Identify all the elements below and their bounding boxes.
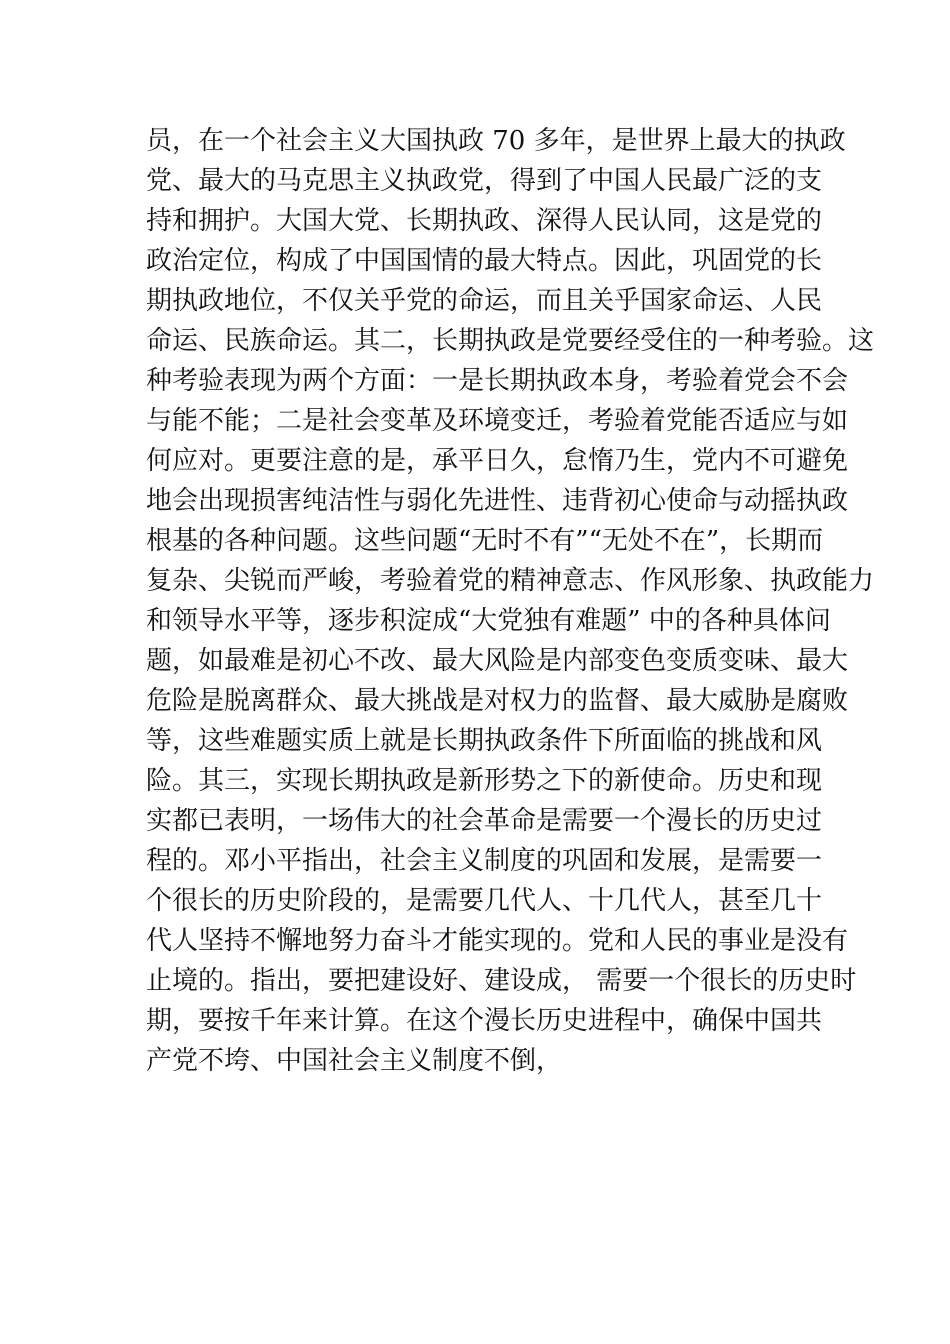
text-line: 止境的。指出，要把建设好、建设成， 需要一个很长的历史时 [146,966,857,996]
text-line: 持和拥护。大国大党、长期执政、深得人民认同，这是党的 [146,206,823,236]
text-line: 等，这些难题实质上就是长期执政条件下所面临的挑战和风 [146,726,823,756]
text-line: 地会出现损害纯洁性与弱化先进性、违背初心使命与动摇执政 [146,486,849,516]
text-line: 期执政地位，不仅关乎党的命运，而且关乎国家命运、人民 [146,286,823,316]
text-line: 程的。邓小平指出，社会主义制度的巩固和发展，是需要一 [146,846,823,876]
text-line: 实都已表明，一场伟大的社会革命是需要一个漫长的历史过 [146,806,823,836]
body-paragraph [146,121,875,1081]
text-line: 复杂、尖锐而严峻，考验着党的精神意志、作风形象、执政能力 [146,566,875,596]
text-line: 期，要按千年来计算。在这个漫长历史进程中，确保中国共 [146,1006,823,1036]
text-line: 员，在一个社会主义大国执政 70 多年，是世界上最大的执政 [146,126,846,156]
text-line: 种考验表现为两个方面：一是长期执政本身，考验着党会不会 [146,366,849,396]
text-line: 与能不能；二是社会变革及环境变迁，考验着党能否适应与如 [146,406,849,436]
text-line: 何应对。更要注意的是，承平日久，怠惰乃生，党内不可避免 [146,446,849,476]
text-line: 代人坚持不懈地努力奋斗才能实现的。党和人民的事业是没有 [146,926,849,956]
text-line: 和领导水平等，逐步积淀成“大党独有难题” 中的各种具体问 [146,606,831,636]
text-line: 党、最大的马克思主义执政党，得到了中国人民最广泛的支 [146,166,823,196]
text-line: 根基的各种问题。这些问题“无时不有”“无处不在”，长期而 [146,526,824,556]
text-line: 政治定位，构成了中国国情的最大特点。因此，巩固党的长 [146,246,823,276]
text-line: 险。其三，实现长期执政是新形势之下的新使命。历史和现 [146,766,823,796]
text-line: 命运、民族命运。其二，长期执政是党要经受住的一种考验。这 [146,326,875,356]
text-line: 产党不垮、中国社会主义制度不倒， [146,1046,563,1076]
text-line: 个很长的历史阶段的，是需要几代人、十几代人，甚至几十 [146,886,823,916]
text-line: 题，如最难是初心不改、最大风险是内部变色变质变味、最大 [146,646,849,676]
text-line: 危险是脱离群众、最大挑战是对权力的监督、最大威胁是腐败 [146,686,849,716]
